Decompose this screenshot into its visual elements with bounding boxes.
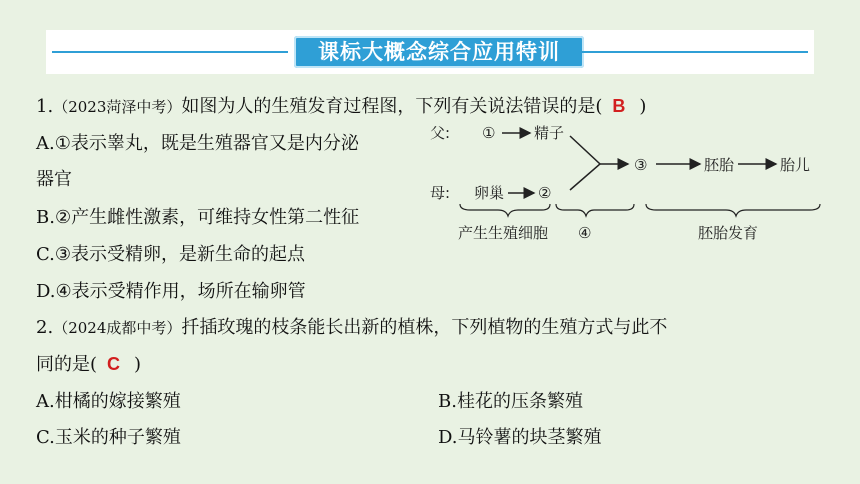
option-b: B.②产生雌性激素，可维持女性第二性征 bbox=[36, 207, 360, 228]
question-number: 2. bbox=[36, 317, 54, 338]
banner-line-right bbox=[578, 51, 808, 53]
reproduction-diagram bbox=[430, 118, 830, 248]
question-source: （2023菏泽中考） bbox=[53, 98, 182, 116]
ovary-label: 卵巢 bbox=[474, 184, 505, 202]
merge-lines bbox=[570, 136, 600, 190]
label-n1: ① bbox=[482, 124, 496, 142]
banner-line-left bbox=[52, 51, 288, 53]
option-c: C.③表示受精卵，是新生命的起点 bbox=[36, 244, 305, 265]
development-label: 胚胎发育 bbox=[698, 224, 759, 242]
q2-option-d: D.马铃薯的块茎繁殖 bbox=[438, 427, 602, 448]
brace-fertilization bbox=[556, 204, 634, 216]
q2-option-c: C.玉米的种子繁殖 bbox=[36, 427, 181, 448]
question-text: 如图为人的生殖发育过程图，下列有关说法错误的是( bbox=[181, 96, 603, 117]
embryo-label: 胚胎 bbox=[704, 156, 735, 174]
label-n3: ③ bbox=[634, 156, 648, 174]
label-n2: ② bbox=[538, 184, 552, 202]
answer: C bbox=[107, 354, 121, 374]
option-a-line2: 器官 bbox=[36, 169, 72, 190]
q2-option-a: A.柑橘的嫁接繁殖 bbox=[36, 391, 181, 412]
answer: B bbox=[612, 96, 626, 116]
brace-cells bbox=[460, 204, 550, 216]
option-d: D.④表示受精作用，场所在输卵管 bbox=[36, 281, 306, 302]
question-close: ) bbox=[639, 96, 647, 117]
fetus-label: 胎儿 bbox=[780, 156, 811, 174]
question-number: 1. bbox=[36, 96, 54, 117]
banner-title: 课标大概念综合应用特训 bbox=[294, 36, 584, 68]
question-2-stem-line1 bbox=[36, 316, 667, 340]
sperm-label: 精子 bbox=[534, 124, 565, 142]
question-2-stem-line2 bbox=[36, 352, 141, 377]
question-text: 同的是( bbox=[36, 354, 98, 375]
cells-label: 产生生殖细胞 bbox=[458, 224, 549, 242]
option-a-line1: A.①表示睾丸，既是生殖器官又是内分泌 bbox=[36, 133, 359, 154]
q2-option-b: B.桂花的压条繁殖 bbox=[438, 391, 583, 412]
question-source: （2024成都中考） bbox=[53, 319, 182, 337]
question-text: 扦插玫瑰的枝条能长出新的植株，下列植物的生殖方式与此不 bbox=[181, 317, 668, 338]
question-1-stem bbox=[36, 94, 646, 119]
question-close: ) bbox=[134, 354, 142, 375]
brace-development bbox=[646, 204, 820, 216]
section-banner bbox=[46, 30, 814, 74]
mother-label: 母: bbox=[430, 184, 451, 202]
father-label: 父: bbox=[430, 124, 451, 142]
label-n4: ④ bbox=[578, 224, 592, 242]
